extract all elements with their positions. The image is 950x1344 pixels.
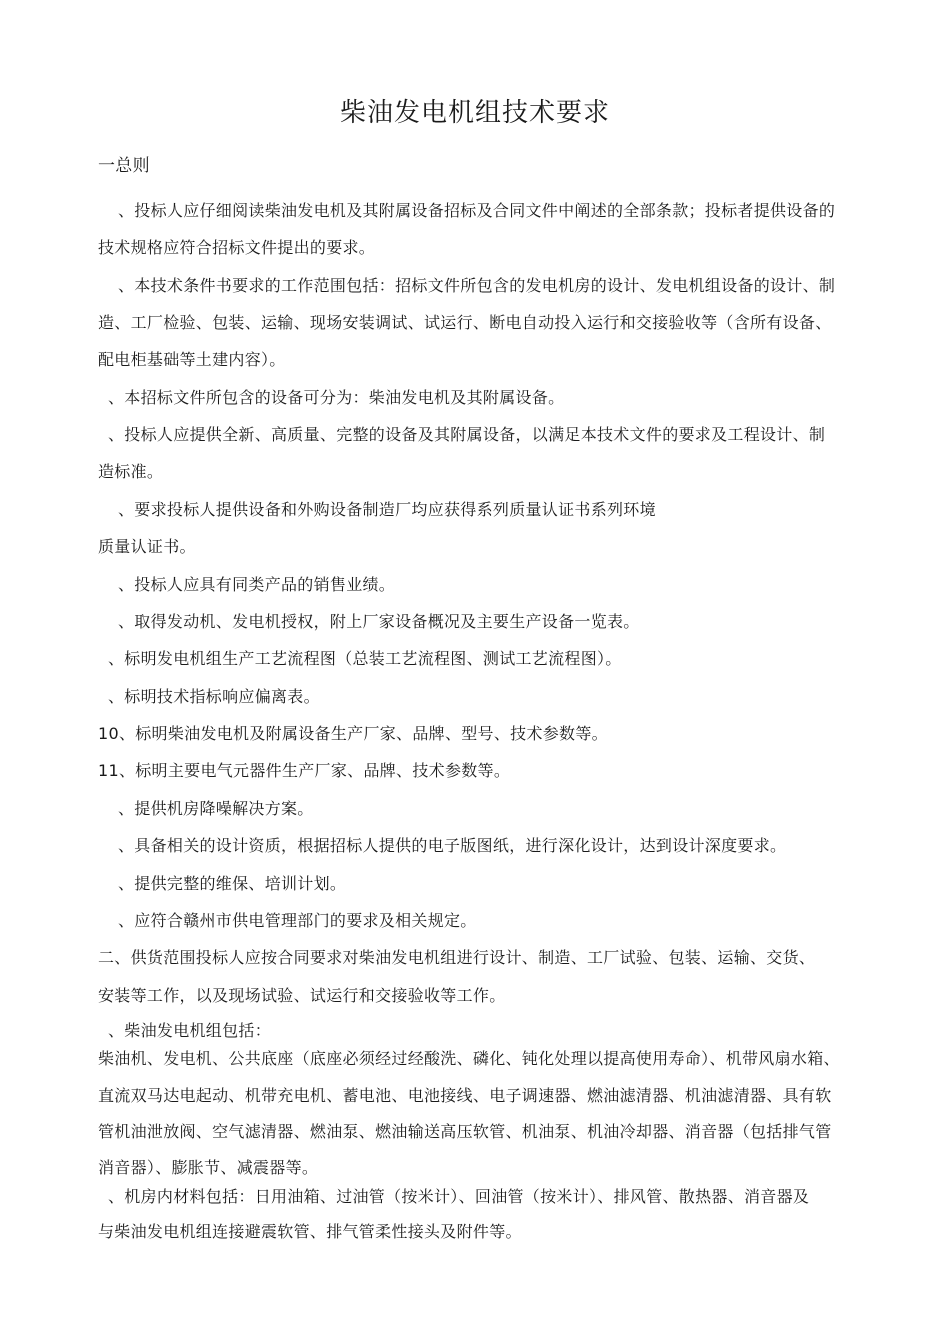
paragraph-line: 、取得发动机、发电机授权，附上厂家设备概况及主要生产设备一览表。 — [118, 612, 640, 631]
paragraph-line: 、投标人应仔细阅读柴油发电机及其附属设备招标及合同文件中阐述的全部条款；投标者提供设备的 — [118, 201, 836, 220]
section-heading-supply-scope: 二、供货范围投标人应按合同要求对柴油发电机组进行设计、制造、工厂试验、包装、运输、交货、 — [98, 948, 816, 967]
paragraph-line: 与柴油发电机组连接避震软管、排气管柔性接头及附件等。 — [98, 1222, 522, 1241]
document-title: 柴油发电机组技术要求 — [339, 98, 610, 128]
paragraph-line: 、机房内材料包括：日用油箱、过油管（按米计）、回油管（按米计）、排风管、散热器、消音器及 — [108, 1187, 810, 1206]
paragraph-line: 造标准。 — [98, 462, 164, 481]
paragraph-line: 11、标明主要电气元器件生产厂家、品牌、技术参数等。 — [98, 761, 511, 780]
paragraph-line: 、要求投标人提供设备和外购设备制造厂均应获得系列质量认证书系列环境 — [118, 500, 656, 519]
paragraph-line: 、投标人应具有同类产品的销售业绩。 — [118, 575, 396, 594]
paragraph-line: 、本技术条件书要求的工作范围包括：招标文件所包含的发电机房的设计、发电机组设备的设计、制 — [118, 276, 836, 295]
section-heading-general: 一总则 — [98, 156, 150, 176]
paragraph-line: 、本招标文件所包含的设备可分为：柴油发电机及其附属设备。 — [108, 388, 565, 407]
paragraph-line: 消音器）、膨胀节、减震器等。 — [98, 1158, 319, 1177]
paragraph-line: 直流双马达电起动、机带充电机、蓄电池、电池接线、电子调速器、燃油滤清器、机油滤清器、具有软 — [98, 1086, 832, 1105]
paragraph-line: 、标明发电机组生产工艺流程图（总装工艺流程图、测试工艺流程图）。 — [108, 649, 622, 668]
paragraph-line: 、提供机房降噪解决方案。 — [118, 799, 314, 818]
paragraph-line: 技术规格应符合招标文件提出的要求。 — [98, 238, 376, 257]
paragraph-line: 10、标明柴油发电机及附属设备生产厂家、品牌、型号、技术参数等。 — [98, 724, 608, 743]
paragraph-line: 配电柜基础等土建内容）。 — [98, 350, 286, 369]
paragraph-line: 安装等工作，以及现场试验、试运行和交接验收等工作。 — [98, 986, 506, 1005]
paragraph-line: 、标明技术指标响应偏离表。 — [108, 687, 320, 706]
paragraph-line: 造、工厂检验、包装、运输、现场安装调试、试运行、断电自动投入运行和交接验收等（含所有设备、 — [98, 313, 832, 332]
paragraph-line: 、应符合赣州市供电管理部门的要求及相关规定。 — [118, 911, 477, 930]
paragraph-line: 管机油泄放阀、空气滤清器、燃油泵、燃油输送高压软管、机油泵、机油冷却器、消音器（包括排气管 — [98, 1122, 832, 1141]
paragraph-line: 、具备相关的设计资质，根据招标人提供的电子版图纸，进行深化设计，达到设计深度要求。 — [118, 836, 787, 855]
paragraph-line: 、投标人应提供全新、高质量、完整的设备及其附属设备，以满足本技术文件的要求及工程设计、制 — [108, 425, 826, 444]
paragraph-line: 、柴油发电机组包括： — [108, 1021, 272, 1040]
paragraph-line: 质量认证书。 — [98, 537, 196, 556]
paragraph-line: 、提供完整的维保、培训计划。 — [118, 874, 347, 893]
paragraph-line: 柴油机、发电机、公共底座（底座必须经过经酸洗、磷化、钝化处理以提高使用寿命）、机带风扇水箱、 — [98, 1049, 840, 1068]
